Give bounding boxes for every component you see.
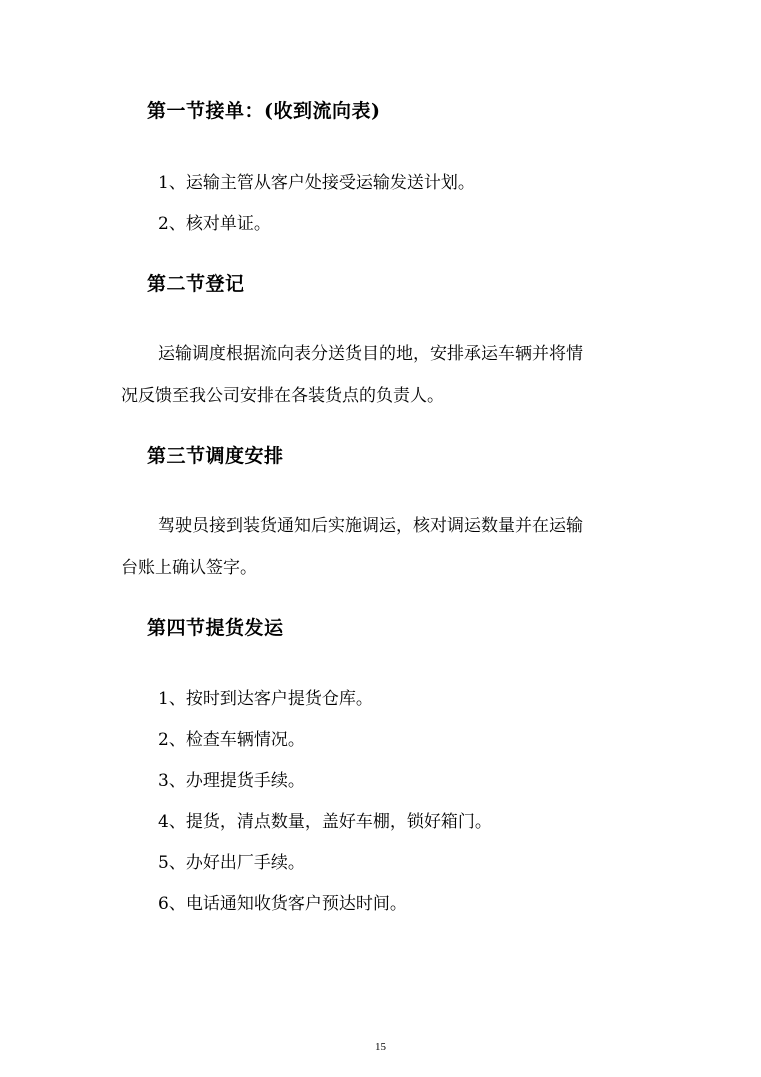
section-2-paragraph-line-1: 运输调度根据流向表分送货目的地，安排承运车辆并将情: [158, 344, 583, 364]
section-3-paragraph-line-1: 驾驶员接到装货通知后实施调运，核对调运数量并在运输: [158, 516, 583, 536]
section-1-title: 第一节接单：(收到流向表): [147, 100, 381, 122]
section-1-item-2: 2、核对单证。: [158, 214, 271, 234]
section-2-title: 第二节登记: [147, 273, 245, 295]
section-4-item-4: 4、提货，清点数量，盖好车棚，锁好箱门。: [158, 812, 492, 832]
section-4-item-6: 6、电话通知收货客户预达时间。: [158, 894, 407, 914]
section-4-item-5: 5、办好出厂手续。: [158, 853, 305, 873]
section-4-item-1: 1、按时到达客户提货仓库。: [158, 689, 373, 709]
section-3-title: 第三节调度安排: [147, 445, 284, 467]
section-2-paragraph-line-2: 况反馈至我公司安排在各装货点的负责人。: [121, 386, 444, 406]
section-1-item-1: 1、运输主管从客户处接受运输发送计划。: [158, 173, 475, 193]
page-number: 15: [375, 1041, 386, 1053]
section-4-item-2: 2、检查车辆情况。: [158, 730, 305, 750]
section-4-item-3: 3、办理提货手续。: [158, 771, 305, 791]
section-3-paragraph-line-2: 台账上确认签字。: [121, 558, 257, 578]
section-4-title: 第四节提货发运: [147, 617, 284, 639]
